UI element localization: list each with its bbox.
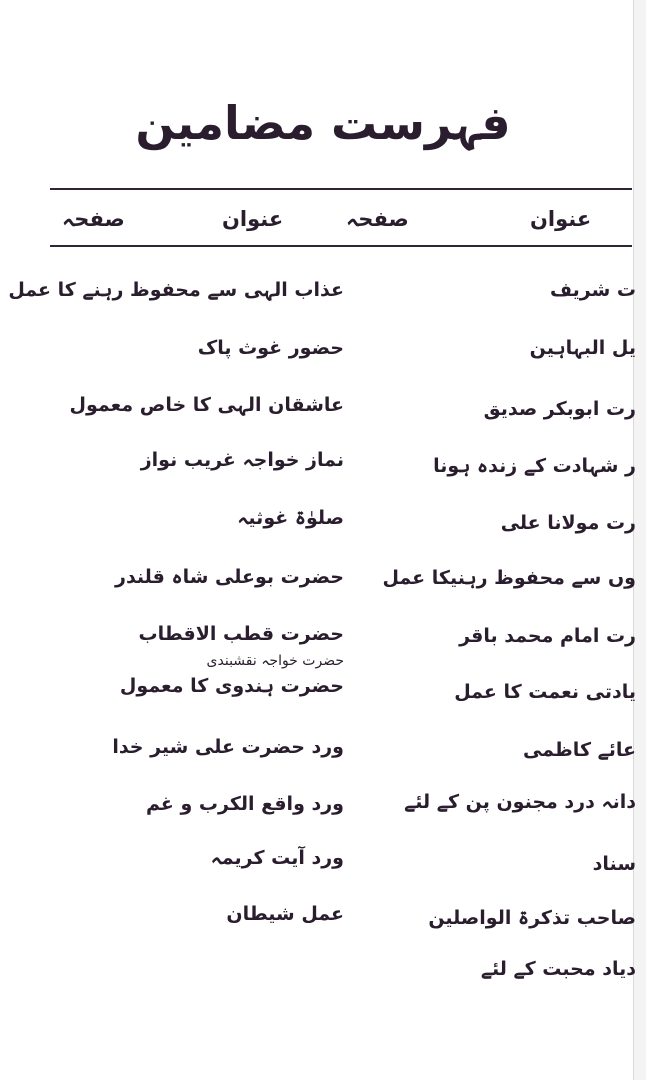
toc-entry-right: ت شریف xyxy=(550,279,636,301)
toc-entry-right: وں سے محفوظ رہنیکا عمل xyxy=(382,567,636,589)
header-left-page: صفحہ xyxy=(62,207,125,231)
toc-entry-left: حضور غوث پاک xyxy=(197,337,344,359)
toc-entry-right: ر شہادت کے زندہ ہونا xyxy=(433,455,636,477)
header-right-title: عنوان xyxy=(530,207,592,231)
toc-entry-left: عاشقان الہی کا خاص معمول xyxy=(69,394,344,416)
toc-entry-left: عذاب الہی سے محفوظ رہنے کا عمل xyxy=(8,279,344,301)
toc-entry-left: حضرت قطب الاقطاب xyxy=(138,623,344,645)
toc-entry-right: یادتی نعمت کا عمل xyxy=(454,681,636,703)
toc-entry-left: ورد حضرت علی شیر خدا xyxy=(112,736,344,758)
toc-entry-left: ورد آیت کریمہ xyxy=(210,847,344,869)
toc-entry-left: عمل شیطان xyxy=(226,903,344,925)
toc-entry-left: صلوٰۃ غوثیہ xyxy=(237,507,344,529)
toc-entry-left: حضرت ہندوی کا معمول xyxy=(119,675,344,697)
toc-entry-left: حضرت خواجہ نقشبندی xyxy=(206,653,344,669)
toc-entry-right: سناد xyxy=(592,853,636,875)
toc-entry-right: صاحب تذکرۃ الواصلین xyxy=(428,907,636,929)
toc-entry-right: دیاد محبت کے لئے xyxy=(480,958,636,980)
toc-entry-right: رت امام محمد باقر xyxy=(459,625,636,647)
header-right-page: صفحہ xyxy=(346,207,409,231)
toc-entry-right: رت مولانا علی xyxy=(500,512,636,534)
page-title: فہرست مضامین xyxy=(135,96,511,150)
toc-entry-right: یل البہاہین xyxy=(529,337,636,359)
toc-entry-right: دانہ درد مجنون پن کے لئے xyxy=(404,791,636,813)
header-left-title: عنوان xyxy=(222,207,284,231)
toc-entry-left: نماز خواجہ غریب نواز xyxy=(140,449,344,471)
toc-entry-left: حضرت بوعلی شاہ قلندر xyxy=(115,566,344,588)
toc-entry-left: ورد واقع الکرب و غم xyxy=(146,793,344,815)
toc-entry-right: عائے کاظمی xyxy=(522,739,636,761)
toc-entry-right: رت ابوبکر صدیق xyxy=(483,398,636,420)
